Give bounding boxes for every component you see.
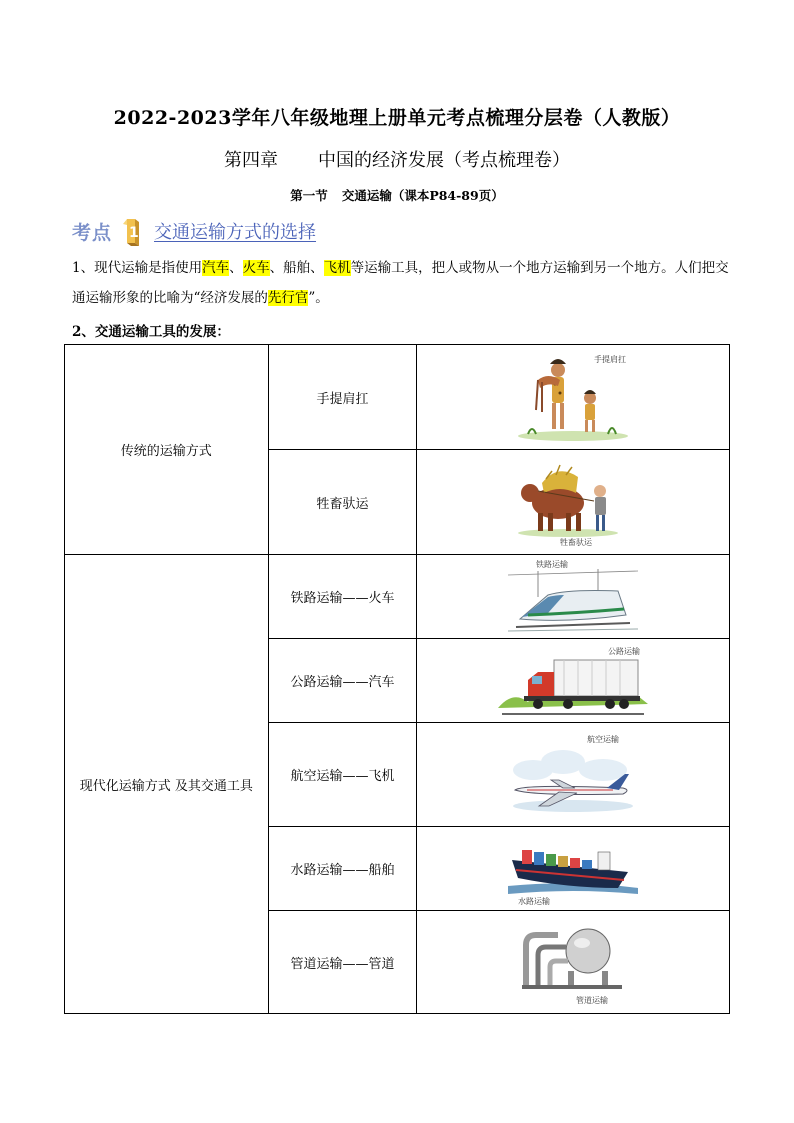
ship-illustration (508, 830, 638, 908)
row-label: 公路运输——汽车 (268, 639, 417, 723)
number-one-icon (118, 215, 144, 247)
row-label: 航空运输——飞机 (268, 723, 417, 827)
highlight-pioneer: 先行官 (267, 290, 309, 306)
row-label: 铁路运输——火车 (268, 555, 417, 639)
row-label: 手提肩扛 (268, 345, 417, 450)
highlight-car: 汽车 (202, 260, 230, 276)
chapter-number: 第四章 (224, 150, 278, 171)
image-cell (417, 345, 730, 450)
airplane-illustration (503, 730, 643, 820)
row-label: 牲畜驮运 (268, 450, 417, 555)
image-caption: 水路运输 (518, 896, 551, 906)
image-caption: 铁路运输 (536, 559, 569, 569)
image-caption: 牲畜驮运 (560, 538, 593, 547)
image-cell (417, 450, 730, 555)
train-illustration (508, 557, 638, 637)
kaodian-heading (72, 214, 316, 248)
image-caption: 公路运输 (608, 646, 641, 656)
image-cell (417, 555, 730, 639)
para1-prefix: 1、现代运输是指使用 (72, 260, 203, 276)
kaodian-number: 1 (129, 225, 139, 241)
row-label: 管道运输——管道 (268, 911, 417, 1014)
table-row (65, 345, 730, 450)
highlight-plane: 飞机 (323, 260, 351, 276)
chapter-title: 中国的经济发展（考点梳理卷） (318, 150, 570, 171)
row-label: 水路运输——船舶 (268, 827, 417, 911)
image-cell (417, 827, 730, 911)
image-caption: 手提肩扛 (594, 355, 627, 364)
section-number: 第一节 (290, 188, 328, 203)
para1-suffix: ”。 (308, 290, 329, 306)
paragraph-2: 2、交通运输工具的发展： (72, 324, 230, 340)
image-caption: 航空运输 (587, 734, 620, 744)
truck-illustration (498, 642, 648, 720)
image-cell (417, 639, 730, 723)
transport-table (64, 344, 730, 1014)
group-modern: 现代化运输方式 及其交通工具 (65, 555, 269, 1014)
document-title: 2022-2023学年八年级地理上册单元考点梳理分层卷（人教版） (113, 107, 681, 129)
para1-sep1: 、 (229, 260, 243, 276)
image-caption: 管道运输 (576, 996, 609, 1005)
para1-middle: 等运输工具，把人或物从一个地方运输到另一个地方。人们把交通运输形象的比喻为“经济发展的 (72, 260, 729, 306)
highlight-train: 火车 (242, 260, 270, 276)
image-cell (417, 911, 730, 1014)
chapter-heading (0, 146, 794, 172)
pack-animal-illustration (508, 455, 638, 549)
group-traditional: 传统的运输方式 (65, 345, 269, 555)
section-title: 交通运输（课本P84-89页） (341, 188, 504, 203)
image-cell (417, 723, 730, 827)
table-row (65, 555, 730, 639)
kaodian-label: 考点 (72, 221, 113, 244)
section-heading (0, 186, 794, 204)
carrying-illustration (508, 350, 638, 444)
pipeline-illustration (518, 915, 628, 1009)
para1-sep2: 、船舶、 (269, 260, 324, 276)
paragraph-1 (72, 253, 732, 313)
kaodian-title: 交通运输方式的选择 (154, 222, 317, 243)
